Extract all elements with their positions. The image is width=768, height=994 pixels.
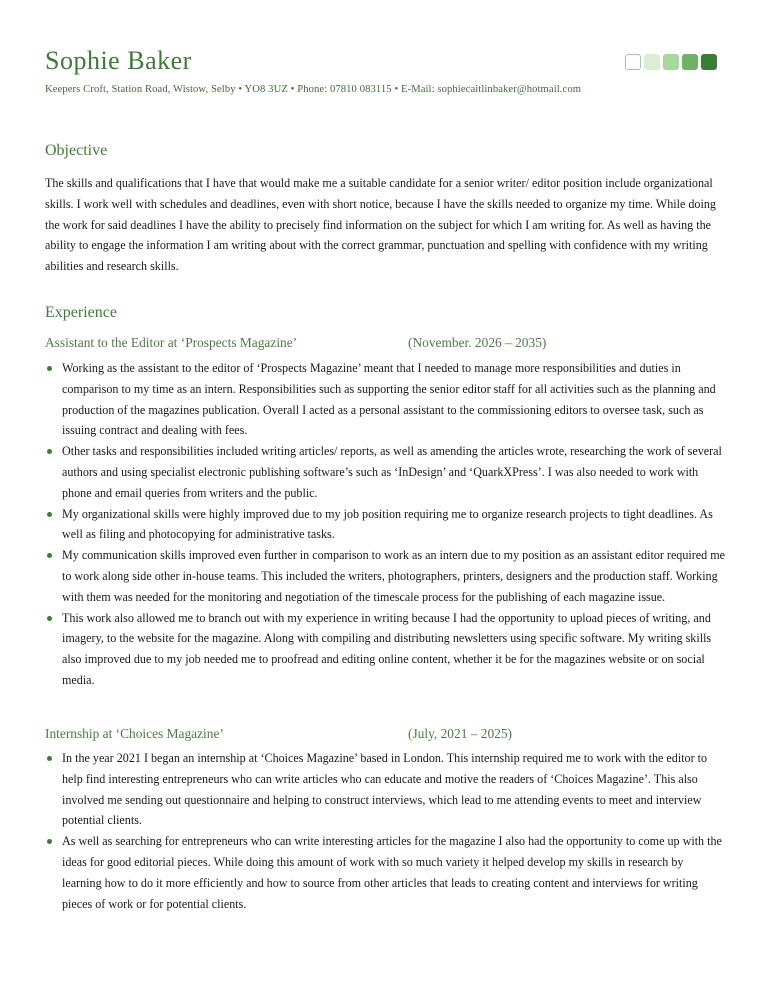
job-title: Internship at ‘Choices Magazine’ (45, 726, 224, 741)
list-item: Other tasks and responsibilities included writing articles/ reports, as well as amending the articles wrote, researching the work of several authors and using specialist electronic publishing software’s such as ‘InDesign’ and ‘QuarkXPress’. I was also needed to work with phone and email queries from writers and the public. (45, 441, 725, 503)
list-item: My communication skills improved even further in comparison to work as an intern due to my position as an assistant editor required me to work along side other in-house teams. This included the writers, photographers, printers, designers and the production staff. Working with them was needed for the monitoring and negotiation of the timescale process for the publishing of each magazine issue. (45, 545, 725, 607)
decorative-squares (625, 54, 717, 70)
list-item: My organizational skills were highly improved due to my job position requiring me to organize research projects to tight deadlines. As well as filing and photocopying for administrative tasks. (45, 504, 725, 546)
experience-heading: Experience (45, 304, 117, 321)
objective-text: The skills and qualifications that I have that would make me a suitable candidate for a senior writer/ editor position include organizational skills. I work well with schedules and deadlines, even with short notice, because I have the skills needed to organize my time. While doing the work for said deadlines I have the ability to precisely find information on the subject for which I am writing for. As well as having the ability to engage the information I am writing about with the correct grammar, punctuation and spelling with confidence with my writing abilities and research skills. (45, 176, 716, 274)
decor-square-2 (644, 54, 660, 70)
decor-square-4 (682, 54, 698, 70)
decor-square-1 (625, 54, 641, 70)
decor-square-3 (663, 54, 679, 70)
job-dates: (July, 2021 – 2025) (408, 726, 513, 741)
list-item: In the year 2021 I began an internship at ‘Choices Magazine’ based in London. This internship required me to work with the editor to help find interesting entrepreneurs who can write articles who can educate and motive the readers of ‘Choices Magazine’. This also involved me sending out questionnaire and helping to construct interviews, which lead to me attending events to meet and interview potential clients. (45, 748, 725, 831)
job-bullets (45, 358, 725, 691)
applicant-name: Sophie Baker (45, 46, 192, 75)
list-item: Working as the assistant to the editor of ‘Prospects Magazine’ meant that I needed to manage more responsibilities and duties in comparison to my time as an intern. Responsibilities such as supporting the senior editor staff for all activities such as the planning and production of the magazines publication. Overall I acted as a personal assistant to the commissioning editors to oversee task, such as issuing contract and dealing with fees. (45, 358, 725, 441)
contact-line: Keepers Croft, Station Road, Wistow, Selby • YO8 3UZ • Phone: 07810 083115 • E-Mail: sophiecaitlinbaker@hotmail.com (45, 84, 582, 95)
job-heading (45, 726, 513, 742)
list-item: As well as searching for entrepreneurs who can write interesting articles for the magazine I also had the opportunity to come up with the ideas for good editorial pieces. While doing this amount of work with so much variety it helped develop my skills in research by learning how to do it more efficiently and how to source from other articles that leads to creating content and interviews for writing pieces of work or for potential clients. (45, 831, 725, 914)
job-dates: (November. 2026 – 2035) (408, 335, 547, 350)
job-title: Assistant to the Editor at ‘Prospects Magazine’ (45, 335, 298, 350)
job-heading (45, 335, 547, 351)
job-bullets (45, 748, 725, 914)
objective-heading: Objective (45, 142, 108, 159)
decor-square-5 (701, 54, 717, 70)
list-item: This work also allowed me to branch out with my experience in writing because I had the opportunity to upload pieces of writing, and imagery, to the website for the magazine. Along with compiling and distributing newsletters using specific software. My writing skills also improved due to my job needed me to proofread and editing online content, whether it be for the magazines website or on social media. (45, 608, 725, 691)
